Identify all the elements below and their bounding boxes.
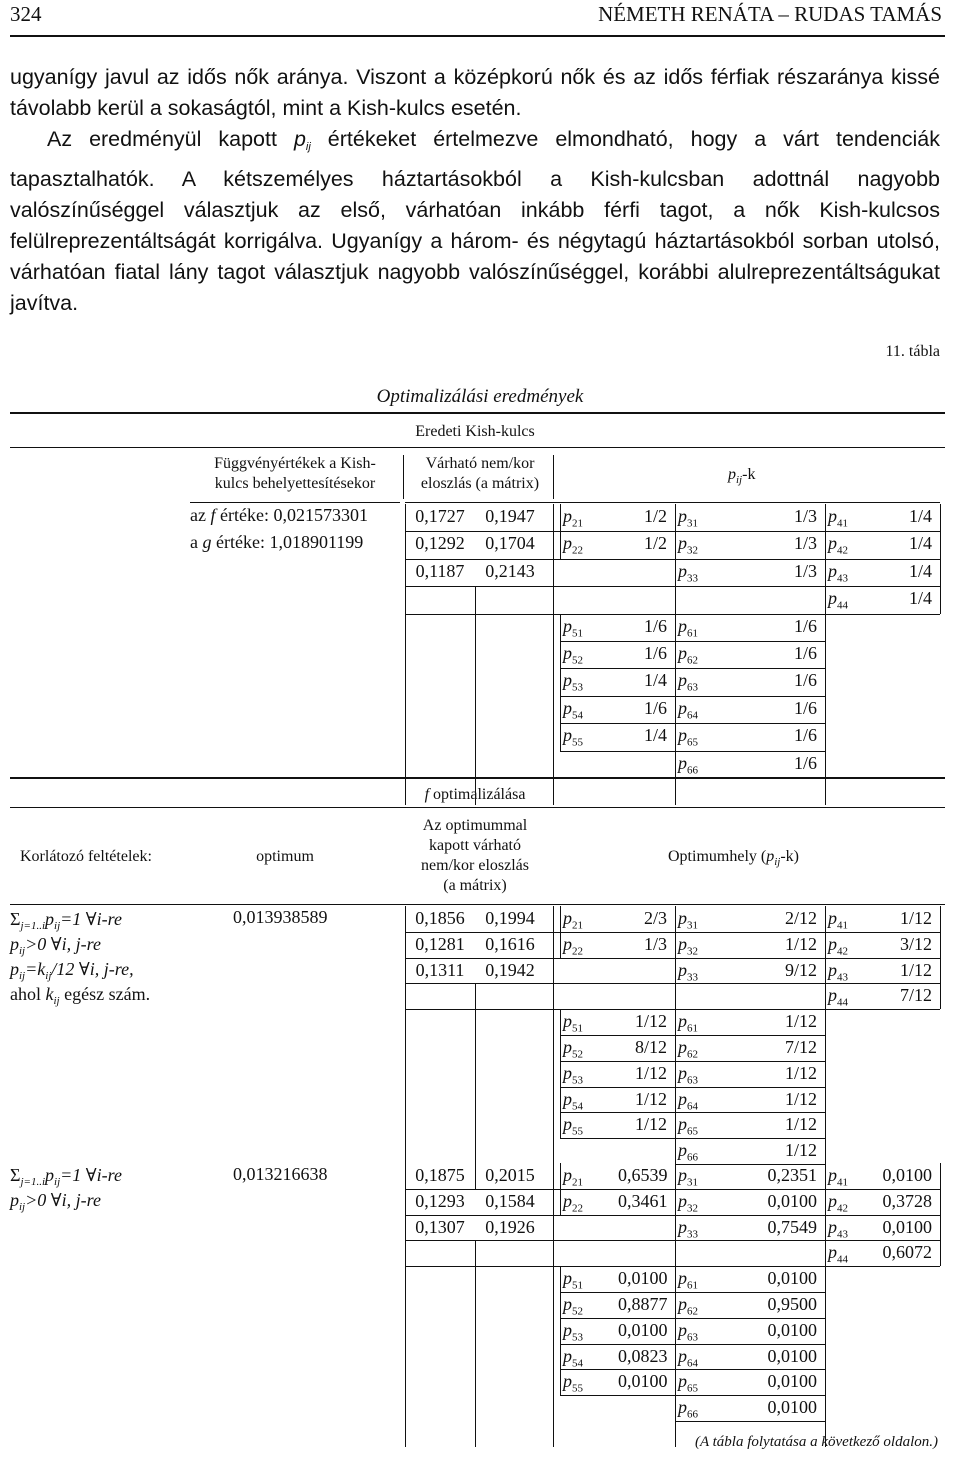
s2b2-p32-label: $p_{32}$ xyxy=(678,1190,698,1215)
header-rule xyxy=(10,35,945,37)
s2b2-p62-value: 0,9500 xyxy=(767,1294,817,1314)
s2b2-p66-label: $p_{66}$ xyxy=(678,1397,698,1421)
s2b2-p62-label: $p_{62}$ xyxy=(678,1294,698,1318)
s2b1-p65-label: $p_{65}$ xyxy=(678,1114,698,1138)
b1-optimum: 0,013938589 xyxy=(233,907,328,927)
s2b1-p63-label: $p_{63}$ xyxy=(678,1062,698,1087)
s2b2-p43-label: $p_{43}$ xyxy=(828,1216,848,1241)
s2b2-p63-value: 0,0100 xyxy=(767,1319,817,1340)
s2b1-p44-label: $p_{44}$ xyxy=(828,985,848,1009)
section1-rule xyxy=(10,447,945,448)
s2b1-p62-label: $p_{62}$ xyxy=(678,1037,698,1061)
s1-p32-value: 1/3 xyxy=(793,533,817,554)
s2b2-p51-value: 0,0100 xyxy=(618,1268,668,1289)
s2b2-p65-value: 0,0100 xyxy=(767,1371,817,1392)
s2b2-p33-value: 0,7549 xyxy=(767,1216,817,1237)
s1-p21-label: $p_{21}$ xyxy=(563,506,583,530)
s2b1-p43-value: 1/12 xyxy=(899,959,932,980)
b2-constraint-2: $p_{ij}>0$ ∀i, j-re xyxy=(10,1190,101,1213)
s2b1-p41-label: $p_{41}$ xyxy=(828,908,848,932)
s1-p31-value: 1/3 xyxy=(793,506,817,526)
s2b2-p22-value: 0,3461 xyxy=(618,1190,668,1211)
s2b2-p21-label: $p_{21}$ xyxy=(563,1165,583,1189)
s1-p55-label: $p_{55}$ xyxy=(563,725,583,749)
s2b2-matrix-cell: 0,2015 xyxy=(485,1165,535,1185)
s1-p52-value: 1/6 xyxy=(643,643,667,663)
s2b1-p32-value: 1/12 xyxy=(784,933,817,954)
s2b1-p55-label: $p_{55}$ xyxy=(563,1114,583,1138)
s2b1-p31-value: 2/12 xyxy=(784,908,817,928)
s2b1-p32-label: $p_{32}$ xyxy=(678,933,698,958)
s2b1-p21-value: 2/3 xyxy=(643,908,667,928)
s1-p53-value: 1/4 xyxy=(643,670,667,691)
s1-p65-label: $p_{65}$ xyxy=(678,725,698,749)
s2b1-matrix-cell: 0,1616 xyxy=(485,933,535,954)
b1-constraint-3: $p_{ij}=k_{ij}/12$ ∀i, j-re, xyxy=(10,959,134,982)
s1-p42-value: 1/4 xyxy=(908,533,932,554)
s2b2-p61-label: $p_{61}$ xyxy=(678,1268,698,1292)
s1-p22-label: $p_{22}$ xyxy=(563,533,583,557)
s2b1-p52-label: $p_{52}$ xyxy=(563,1037,583,1061)
s2b1-matrix-cell: 0,1856 xyxy=(415,908,465,928)
s1-p33-label: $p_{33}$ xyxy=(678,560,698,585)
s1-p64-value: 1/6 xyxy=(793,697,817,718)
s2b1-p51-value: 1/12 xyxy=(634,1011,667,1032)
s1-p41-label: $p_{41}$ xyxy=(828,506,848,530)
s1-p54-value: 1/6 xyxy=(643,697,667,718)
s1-p54-label: $p_{54}$ xyxy=(563,697,583,722)
s2b1-p21-label: $p_{21}$ xyxy=(563,908,583,932)
s1-p52-label: $p_{52}$ xyxy=(563,643,583,667)
s2b2-matrix-cell: 0,1293 xyxy=(415,1190,465,1211)
s2b2-p61-value: 0,0100 xyxy=(767,1268,817,1289)
g-value: a g értéke: 1,018901199 xyxy=(190,532,364,552)
body-paragraphs xyxy=(10,62,940,320)
s2b1-p33-value: 9/12 xyxy=(784,959,817,980)
s1-p65-value: 1/6 xyxy=(793,725,817,746)
s2b2-p52-value: 0,8877 xyxy=(618,1294,668,1314)
s2b2-p31-value: 0,2351 xyxy=(767,1165,817,1185)
s2b1-p42-label: $p_{42}$ xyxy=(828,933,848,958)
s2b1-p33-label: $p_{33}$ xyxy=(678,959,698,984)
s2b2-p21-value: 0,6539 xyxy=(618,1165,668,1185)
s2b2-matrix-cell: 0,1584 xyxy=(485,1190,535,1211)
s2b1-matrix-cell: 0,1942 xyxy=(485,959,535,980)
f-value: az f értéke: 0,021573301 xyxy=(190,505,368,525)
s2b2-p54-value: 0,0823 xyxy=(618,1345,668,1366)
s2b2-p63-label: $p_{63}$ xyxy=(678,1319,698,1344)
s2b2-matrix-cell: 0,1875 xyxy=(415,1165,465,1185)
s1-col3-header: $p_{ij}-k$ xyxy=(728,466,756,486)
s1-p62-label: $p_{62}$ xyxy=(678,643,698,667)
s1-p32-label: $p_{32}$ xyxy=(678,533,698,557)
s1-p33-value: 1/3 xyxy=(793,560,817,581)
s2b1-p61-label: $p_{61}$ xyxy=(678,1011,698,1035)
s1-p22-value: 1/2 xyxy=(643,533,667,554)
table-label: 11. tábla xyxy=(885,343,940,360)
s2b1-p55-value: 1/12 xyxy=(634,1114,667,1135)
running-title: NÉMETH RENÁTA – RUDAS TAMÁS xyxy=(598,2,942,26)
s1-p21-value: 1/2 xyxy=(643,506,667,526)
s2b1-matrix-cell: 0,1994 xyxy=(485,908,535,928)
s2b1-matrix-cell: 0,1281 xyxy=(415,933,465,954)
s2b1-p52-value: 8/12 xyxy=(634,1037,667,1057)
s1-p31-label: $p_{31}$ xyxy=(678,506,698,530)
s2b1-p51-label: $p_{51}$ xyxy=(563,1011,583,1035)
s2b1-p66-value: 1/12 xyxy=(784,1140,817,1161)
s2b2-p53-value: 0,0100 xyxy=(618,1319,668,1340)
s2b2-p66-value: 0,0100 xyxy=(767,1397,817,1418)
s2b2-p31-label: $p_{31}$ xyxy=(678,1165,698,1189)
s2b1-p42-value: 3/12 xyxy=(899,933,932,954)
table-title: Optimalizálási eredmények xyxy=(376,386,584,407)
s1-p61-label: $p_{61}$ xyxy=(678,615,698,640)
s2b1-p64-label: $p_{64}$ xyxy=(678,1088,698,1113)
s1-p55-value: 1/4 xyxy=(643,725,667,746)
page-number: 324 xyxy=(10,2,42,26)
s2b2-p42-value: 0,3728 xyxy=(882,1190,932,1211)
s2b1-p66-label: $p_{66}$ xyxy=(678,1140,698,1164)
s2b1-p61-value: 1/12 xyxy=(784,1011,817,1032)
continuation-note: (A tábla folytatása a következő oldalon.) xyxy=(694,1434,938,1450)
s1-p51-label: $p_{51}$ xyxy=(563,615,583,640)
s2b1-p22-label: $p_{22}$ xyxy=(563,933,583,958)
section2-heading: f optimalizálása xyxy=(424,786,526,803)
s1-matrix-cell: 0,2143 xyxy=(485,560,535,581)
paragraph-1: ugyanígy javul az idős nők aránya. Viszont a középkorú nők és az idős férfiak részaránya kissé távolabb kerül a sokaságtól, mint a Kish-kulcs esetén. xyxy=(10,65,940,121)
s1-p51-value: 1/6 xyxy=(643,615,667,636)
s1-p64-label: $p_{64}$ xyxy=(678,697,698,722)
s2-col2-header: optimum xyxy=(256,848,314,865)
s2-col4-header: Optimumhely $(p_{ij}-k)$ xyxy=(668,848,799,868)
b1-constraint-2: $p_{ij}>0$ ∀i, j-re xyxy=(10,934,101,957)
s2b1-p43-label: $p_{43}$ xyxy=(828,959,848,984)
s1-col2-header: Várható nem/kor eloszlás (a mátrix) xyxy=(420,455,540,492)
s2b2-p65-label: $p_{65}$ xyxy=(678,1371,698,1395)
s1-p53-label: $p_{53}$ xyxy=(563,670,583,694)
s1-p63-label: $p_{63}$ xyxy=(678,670,698,694)
s2b1-p53-label: $p_{53}$ xyxy=(563,1062,583,1087)
s2b2-p64-value: 0,0100 xyxy=(767,1345,817,1366)
s1-matrix-cell: 0,1292 xyxy=(415,533,465,554)
s1-col1-header: Függvényértékek a Kish- kulcs behelyettesítésekor xyxy=(214,455,376,492)
s1-p43-value: 1/4 xyxy=(908,560,932,581)
s2b2-p41-label: $p_{41}$ xyxy=(828,1165,848,1189)
s2b2-p32-value: 0,0100 xyxy=(767,1190,817,1211)
s2b2-p43-value: 0,0100 xyxy=(882,1216,932,1237)
s2b2-p33-label: $p_{33}$ xyxy=(678,1216,698,1241)
s2b1-p53-value: 1/12 xyxy=(634,1062,667,1083)
s2b1-p64-value: 1/12 xyxy=(784,1088,817,1109)
s2b1-p22-value: 1/3 xyxy=(643,933,667,954)
s2b2-p44-value: 0,6072 xyxy=(882,1242,932,1263)
s1-p61-value: 1/6 xyxy=(793,615,817,636)
s1-p63-value: 1/6 xyxy=(793,670,817,691)
s1-p42-label: $p_{42}$ xyxy=(828,533,848,557)
s2b2-p42-label: $p_{42}$ xyxy=(828,1190,848,1215)
table-top-rule xyxy=(10,412,945,414)
s2b1-p54-label: $p_{54}$ xyxy=(563,1088,583,1113)
s1-matrix-cell: 0,1704 xyxy=(485,533,535,554)
section1-heading: Eredeti Kish-kulcs xyxy=(415,423,535,440)
s2b2-matrix-cell: 0,1926 xyxy=(485,1216,535,1237)
s2b2-matrix-cell: 0,1307 xyxy=(415,1216,465,1237)
s2-col3-header: Az optimummal kapott várható nem/kor eloszlás (a mátrix) xyxy=(421,817,529,894)
s1-p66-value: 1/6 xyxy=(793,752,817,773)
s1-matrix-cell: 0,1727 xyxy=(415,506,465,526)
s2b2-p55-value: 0,0100 xyxy=(618,1371,668,1392)
b1-constraint-4: ahol $k_{ij}$ egész szám. xyxy=(10,984,151,1007)
s2b2-p53-label: $p_{53}$ xyxy=(563,1319,583,1344)
s1-p43-label: $p_{43}$ xyxy=(828,560,848,585)
s2b2-p52-label: $p_{52}$ xyxy=(563,1294,583,1318)
b2-optimum: 0,013216638 xyxy=(233,1164,328,1184)
s2-col1-header: Korlátozó feltételek: xyxy=(20,848,152,865)
s2b2-p41-value: 0,0100 xyxy=(882,1165,932,1185)
s2b1-p65-value: 1/12 xyxy=(784,1114,817,1135)
s2b1-p63-value: 1/12 xyxy=(784,1062,817,1083)
s2b2-p44-label: $p_{44}$ xyxy=(828,1242,848,1266)
s2b1-p44-value: 7/12 xyxy=(899,985,932,1006)
s2b1-p54-value: 1/12 xyxy=(634,1088,667,1109)
s1-p44-label: $p_{44}$ xyxy=(828,588,848,612)
s1-p44-value: 1/4 xyxy=(908,588,932,609)
s1-p41-value: 1/4 xyxy=(908,506,932,526)
s2b1-p41-value: 1/12 xyxy=(899,908,932,928)
s2b2-p22-label: $p_{22}$ xyxy=(563,1190,583,1215)
s1-matrix-cell: 0,1187 xyxy=(415,560,465,581)
s1-p62-value: 1/6 xyxy=(793,643,817,663)
s2b2-p54-label: $p_{54}$ xyxy=(563,1345,583,1370)
b2-constraint-1: $\Sigma_{j=1..i}p_{ij}=1$ ∀i-re xyxy=(10,1165,122,1188)
s1-matrix-cell: 0,1947 xyxy=(485,506,535,526)
paragraph-2: Az eredményül kapott $p_{ij}$ értékeket értelmezve elmondható, hogy a várt tendenciák tapasztalhatók. A kétszemélyes háztartásokból a Kish-kulcsban adottnál nagyobb valószínűséggel választjuk az első, várhatóan inkább férfi tagot, a nők Kish-kulcsos felülreprezentáltságát korrigálva. Ugyanígy a három- és négytagú háztartásokból sorban utolsó, várhatóan fiatal lány tagot választjuk nagyobb valószínűséggel, korábbi alulreprezentáltságukat javítva. xyxy=(10,127,940,316)
s2b2-p64-label: $p_{64}$ xyxy=(678,1345,698,1370)
s1-p66-label: $p_{66}$ xyxy=(678,752,698,777)
s2b1-p62-value: 7/12 xyxy=(784,1037,817,1057)
s2b2-p55-label: $p_{55}$ xyxy=(563,1371,583,1395)
s2b2-p51-label: $p_{51}$ xyxy=(563,1268,583,1292)
s2b1-matrix-cell: 0,1311 xyxy=(415,959,465,980)
s2b1-p31-label: $p_{31}$ xyxy=(678,908,698,932)
b1-constraint-1: $\Sigma_{j=1..i}p_{ij}=1$ ∀i-re xyxy=(10,909,122,932)
